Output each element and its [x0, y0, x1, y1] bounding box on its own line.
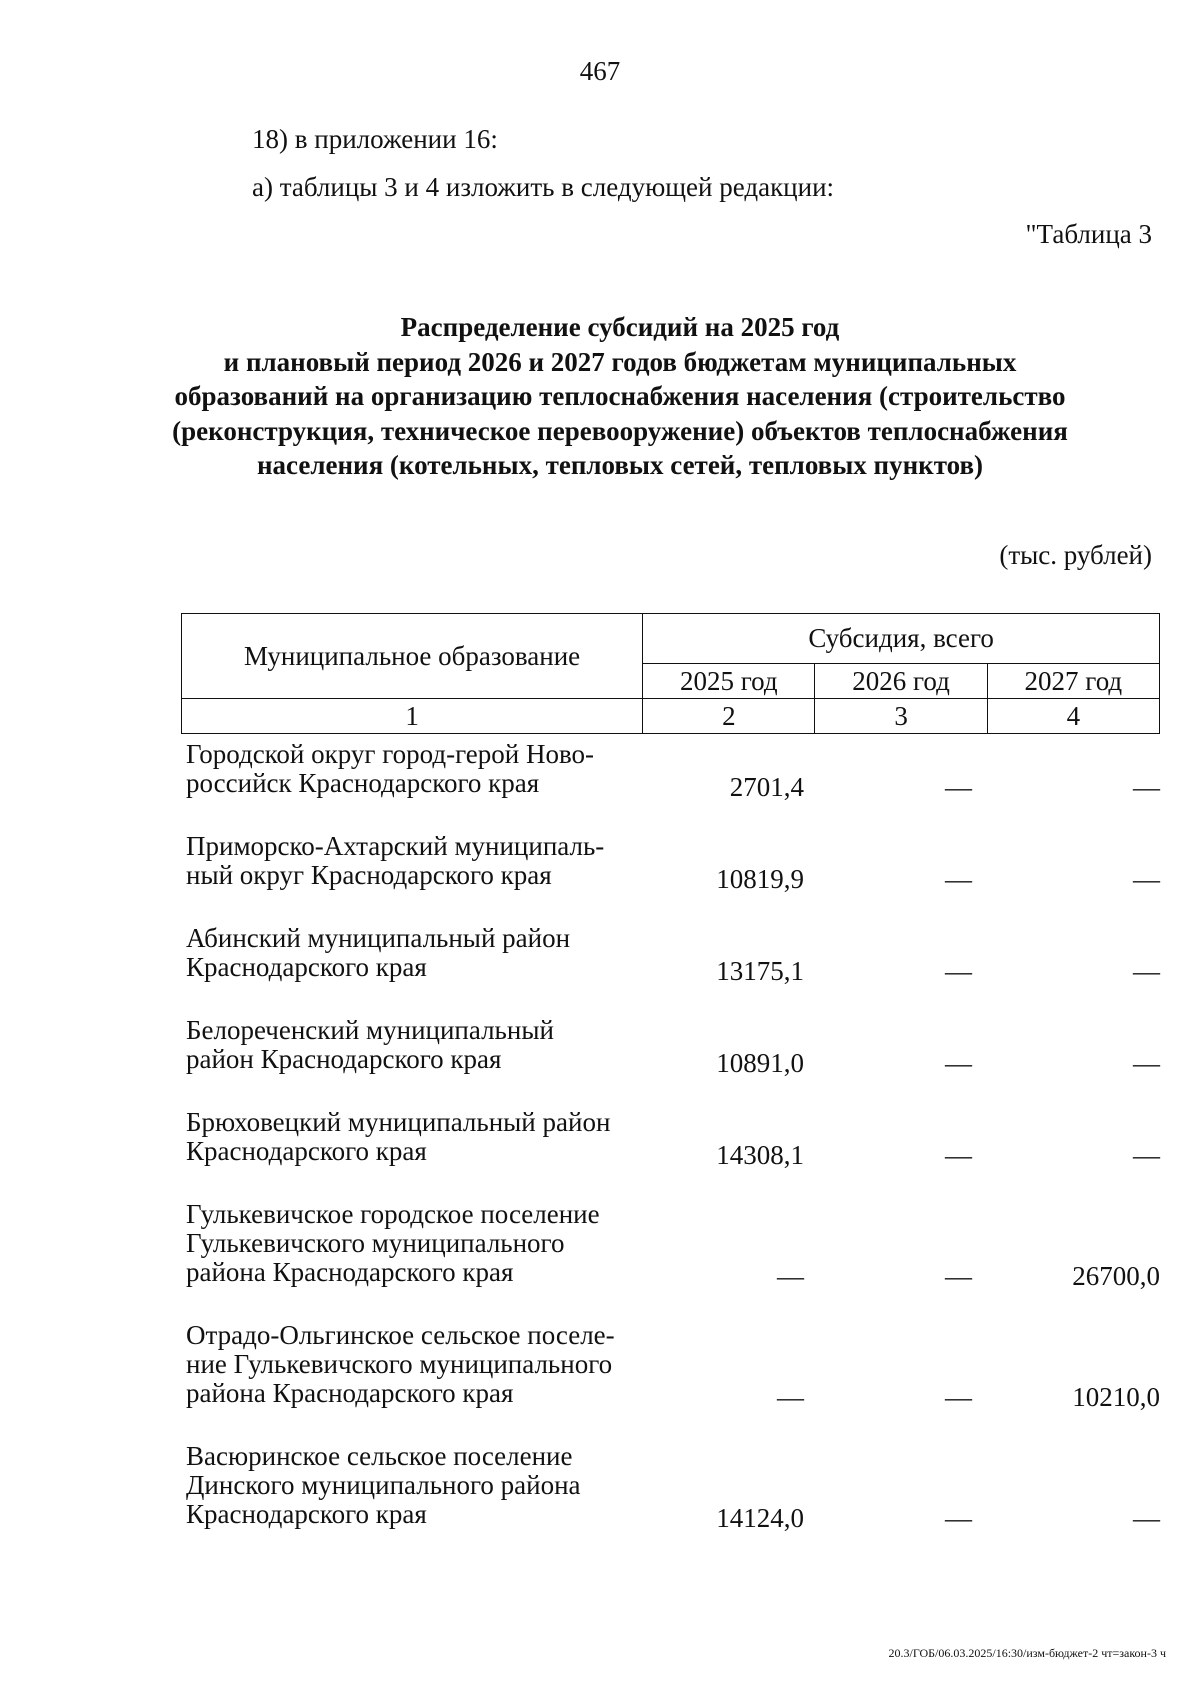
municipality-name	[186, 832, 656, 890]
value-2026: —	[945, 772, 972, 802]
name-line: ный округ Краснодарского края	[186, 860, 552, 890]
municipality-name	[186, 1016, 656, 1074]
value-2026: —	[945, 1382, 972, 1412]
page-number: 467	[579, 56, 621, 86]
municipality-name	[186, 740, 656, 798]
municipality-name	[186, 924, 656, 982]
table-header	[181, 613, 1160, 734]
column-number: 2	[643, 699, 815, 734]
name-line: Абинский муниципальный район	[186, 923, 571, 953]
value-2026: —	[945, 1503, 972, 1533]
municipality-name	[186, 1442, 656, 1529]
name-line: Динского муниципального района	[186, 1470, 581, 1500]
value-2025: 14124,0	[716, 1503, 804, 1533]
value-2026: —	[945, 1048, 972, 1078]
value-2026: —	[945, 956, 972, 986]
value-2025: —	[777, 1261, 804, 1291]
paragraph-item-18: 18) в приложении 16:	[252, 124, 498, 154]
name-line: Краснодарского края	[186, 1136, 427, 1166]
name-line: российск Краснодарского края	[186, 768, 540, 798]
column-number: 3	[815, 699, 987, 734]
table-row	[186, 1108, 1160, 1170]
title-line: Распределение субсидий на 2025 год	[400, 312, 840, 342]
header-subsidy-total: Субсидия, всего	[643, 614, 1160, 664]
name-line: Приморско-Ахтарский муниципаль-	[186, 831, 605, 861]
table-row	[186, 924, 1160, 986]
value-2027: —	[1133, 1503, 1160, 1533]
header-year-2025: 2025 год	[643, 664, 815, 699]
name-line: района Краснодарского края	[186, 1378, 514, 1408]
header-municipality: Муниципальное образование	[182, 614, 643, 699]
name-line: Белореченский муниципальный	[186, 1015, 554, 1045]
title-line: образований на организацию теплоснабжения населения (строительство	[174, 381, 1066, 411]
table-row	[186, 1016, 1160, 1078]
table-row	[186, 740, 1160, 802]
municipality-name	[186, 1200, 656, 1287]
value-2025: 10891,0	[716, 1048, 804, 1078]
document-title	[150, 310, 1090, 483]
document-footer-code: 20.3/ГОБ/06.03.2025/16:30/изм-бюджет-2 чт=закон-3 ч	[888, 1646, 1166, 1660]
table-row	[186, 1321, 1160, 1412]
name-line: района Краснодарского края	[186, 1257, 514, 1287]
value-2025: 13175,1	[716, 956, 804, 986]
title-line: (реконструкция, техническое перевооружение) объектов теплоснабжения	[172, 415, 1068, 446]
table-body	[186, 740, 1160, 1563]
name-line: Гулькевичского муниципального	[186, 1228, 565, 1258]
paragraph-subitem-a: а) таблицы 3 и 4 изложить в следующей редакции:	[252, 172, 835, 202]
value-2026: —	[945, 1261, 972, 1291]
title-line: и плановый период 2026 и 2027 годов бюджетам муниципальных	[223, 346, 1017, 377]
name-line: район Краснодарского края	[186, 1044, 502, 1074]
table-row	[186, 1442, 1160, 1533]
table-label: "Таблица 3	[1025, 219, 1152, 249]
name-line: Городской округ город-герой Ново-	[186, 739, 595, 769]
name-line: Краснодарского края	[186, 1499, 427, 1529]
value-2026: —	[945, 1140, 972, 1170]
municipality-name	[186, 1108, 656, 1166]
value-2026: —	[945, 864, 972, 894]
name-line: Краснодарского края	[186, 952, 427, 982]
value-2025: 2701,4	[729, 772, 804, 802]
value-2027: —	[1133, 1140, 1160, 1170]
header-year-2026: 2026 год	[815, 664, 987, 699]
value-2027: 26700,0	[1072, 1261, 1160, 1291]
column-number: 4	[987, 699, 1159, 734]
table-row	[186, 832, 1160, 894]
name-line: Отрадо-Ольгинское сельское поселе-	[186, 1320, 615, 1350]
name-line: ние Гулькевичского муниципального	[186, 1349, 613, 1379]
table-row	[186, 1200, 1160, 1291]
name-line: Васюринское сельское поселение	[186, 1441, 573, 1471]
value-2027: —	[1133, 772, 1160, 802]
value-2025: —	[777, 1382, 804, 1412]
value-2025: 10819,9	[716, 864, 804, 894]
header-year-2027: 2027 год	[987, 664, 1159, 699]
value-2027: —	[1133, 1048, 1160, 1078]
column-number: 1	[182, 699, 643, 734]
municipality-name	[186, 1321, 656, 1408]
units-label: (тыс. рублей)	[999, 540, 1152, 570]
name-line: Гулькевичское городское поселение	[186, 1199, 600, 1229]
title-line: населения (котельных, тепловых сетей, тепловых пунктов)	[256, 450, 984, 480]
value-2025: 14308,1	[716, 1140, 804, 1170]
value-2027: —	[1133, 956, 1160, 986]
name-line: Брюховецкий муниципальный район	[186, 1107, 611, 1137]
value-2027: —	[1133, 864, 1160, 894]
value-2027: 10210,0	[1072, 1382, 1160, 1412]
